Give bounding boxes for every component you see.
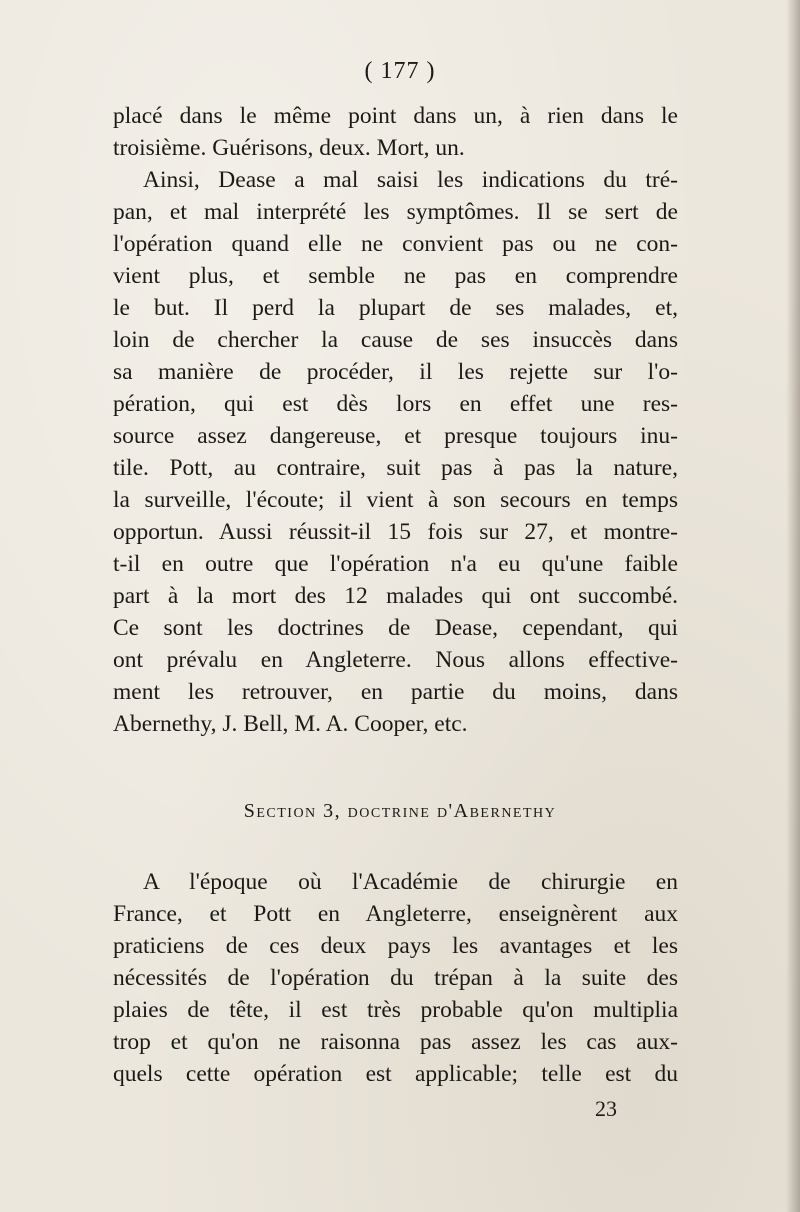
text-line: t-il en outre que l'opération n'a eu qu'une faible <box>113 551 678 577</box>
text-line: nécessités de l'opération du trépan à la suite des <box>113 965 678 991</box>
text-line: vient plus, et semble ne pas en comprendre <box>113 263 678 289</box>
text-line: France, et Pott en Angleterre, enseignèrent aux <box>113 901 678 927</box>
page-edge-shadow <box>786 0 800 1212</box>
text-line: sa manière de procéder, il les rejette sur l'o- <box>113 359 678 385</box>
text-line: ont prévalu en Angleterre. Nous allons effective- <box>113 647 678 673</box>
text-line: placé dans le même point dans un, à rien dans le <box>113 103 678 129</box>
signature-mark: 23 <box>595 1096 617 1121</box>
text-line: troisième. Guérisons, deux. Mort, un. <box>113 135 465 161</box>
text-line: praticiens de ces deux pays les avantages et les <box>113 933 678 959</box>
text-line: quels cette opération est applicable; telle est du <box>113 1061 678 1087</box>
text-line: Ce sont les doctrines de Dease, cependant, qui <box>113 615 678 641</box>
text-line: plaies de tête, il est très probable qu'on multiplia <box>113 997 678 1023</box>
text-line: pan, et mal interprété les symptômes. Il se sert de <box>113 199 678 225</box>
text-line: loin de chercher la cause de ses insuccès dans <box>113 327 678 353</box>
text-line: source assez dangereuse, et presque toujours inu- <box>113 423 678 449</box>
text-line: ment les retrouver, en partie du moins, dans <box>113 679 678 705</box>
text-line: trop et qu'on ne raisonna pas assez les cas aux- <box>113 1029 678 1055</box>
text-line: la surveille, l'écoute; il vient à son secours en temps <box>113 487 678 513</box>
text-line: part à la mort des 12 malades qui ont succombé. <box>113 583 678 609</box>
text-line: A l'époque où l'Académie de chirurgie en <box>143 869 678 895</box>
page-number: ( 177 ) <box>364 58 436 84</box>
text-line: Abernethy, J. Bell, M. A. Cooper, etc. <box>113 711 468 737</box>
text-line: pération, qui est dès lors en effet une res- <box>113 391 678 417</box>
section-heading: Section 3, doctrine d'Abernethy <box>243 800 557 822</box>
text-line: le but. Il perd la plupart de ses malades, et, <box>113 295 678 321</box>
text-line: tile. Pott, au contraire, suit pas à pas la nature, <box>113 455 678 481</box>
text-line: opportun. Aussi réussit-il 15 fois sur 27, et montre- <box>113 519 678 545</box>
paragraph-2 <box>113 866 678 1090</box>
text-line: Ainsi, Dease a mal saisi les indications du tré- <box>143 167 678 193</box>
paragraph-1 <box>113 100 678 740</box>
text-line: l'opération quand elle ne convient pas ou ne con- <box>113 231 678 257</box>
